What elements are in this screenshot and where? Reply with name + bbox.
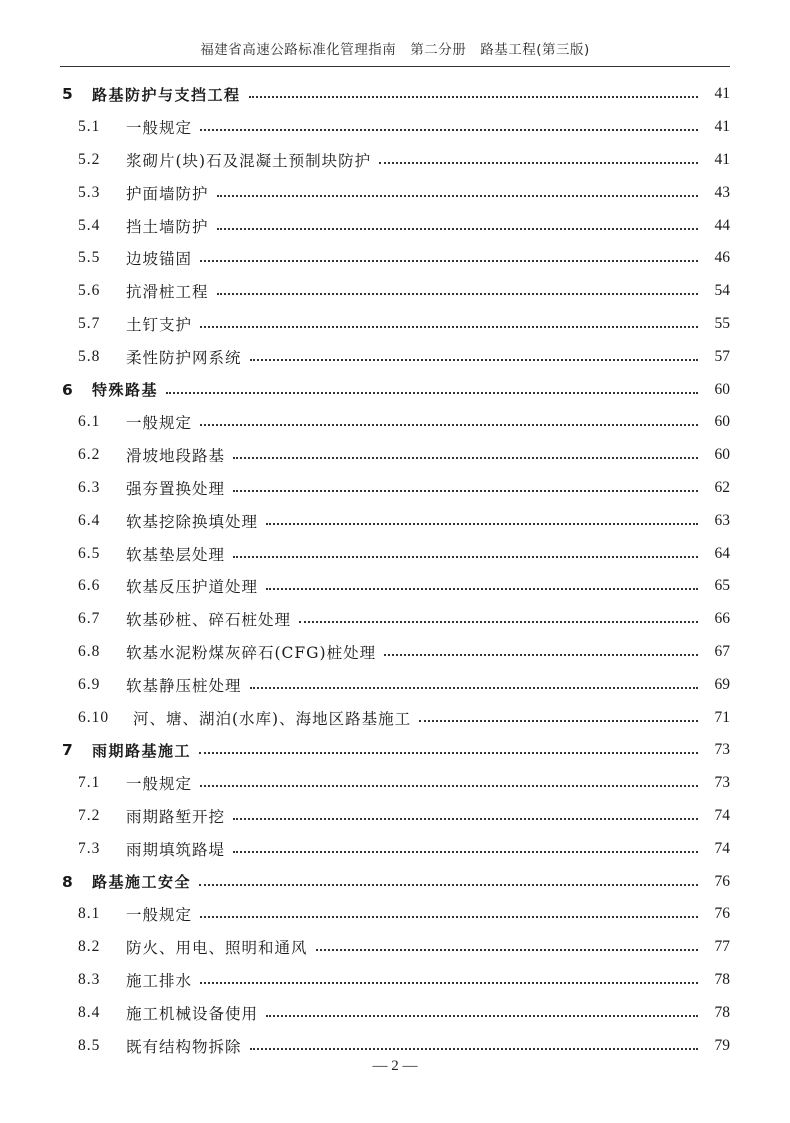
toc-entry-page: 62 — [714, 478, 730, 496]
toc-entry-title: 软基垫层处理 — [126, 545, 226, 564]
toc-entry-title: 防火、用电、照明和通风 — [126, 939, 308, 958]
toc-dot-leader — [200, 982, 698, 984]
toc-dot-leader — [419, 720, 698, 722]
toc-entry-page: 43 — [714, 183, 730, 201]
toc-entry-number: 6.8 — [78, 642, 101, 660]
toc-entry-number: 8.4 — [78, 1003, 101, 1021]
toc-dot-leader — [266, 588, 698, 590]
toc-entry-number: 6.3 — [78, 478, 101, 496]
toc-entry-title: 路基防护与支挡工程 — [92, 85, 241, 104]
toc-entry-title: 挡土墙防护 — [126, 217, 209, 236]
toc-entry-page: 76 — [714, 905, 730, 923]
toc-section-entry[interactable] — [60, 537, 730, 570]
toc-entry-number: 8.1 — [78, 905, 101, 923]
toc-section-entry[interactable] — [60, 832, 730, 865]
toc-entry-number: 6 — [62, 380, 73, 399]
toc-entry-number: 6.7 — [78, 610, 101, 628]
toc-section-entry[interactable] — [60, 996, 730, 1029]
toc-entry-title: 滑坡地段路基 — [126, 447, 226, 466]
toc-dot-leader — [249, 96, 698, 98]
toc-entry-number: 5.6 — [78, 282, 101, 300]
toc-dot-leader — [200, 326, 698, 328]
running-header: 福建省高速公路标准化管理指南 第二分册 路基工程(第三版) — [200, 42, 590, 58]
toc-section-entry[interactable] — [60, 701, 730, 734]
toc-entry-title: 一般规定 — [126, 775, 193, 794]
toc-section-entry[interactable] — [60, 340, 730, 373]
toc-entry-page: 79 — [714, 1036, 730, 1054]
toc-entry-page: 54 — [714, 282, 730, 300]
toc-entry-page: 77 — [714, 938, 730, 956]
toc-entry-page: 41 — [714, 150, 730, 168]
toc-entry-title: 强夯置换处理 — [126, 479, 226, 498]
toc-entry-number: 7.3 — [78, 839, 101, 857]
toc-section-entry[interactable] — [60, 636, 730, 669]
toc-dot-leader — [200, 129, 698, 131]
toc-entry-title: 雨期填筑路堤 — [126, 840, 226, 859]
toc-entry-page: 73 — [714, 741, 730, 759]
toc-entry-page: 44 — [714, 216, 730, 234]
toc-entry-number: 5.3 — [78, 183, 101, 201]
toc-entry-page: 78 — [714, 970, 730, 988]
toc-entry-title: 雨期路堑开挖 — [126, 807, 226, 826]
toc-entry-title: 柔性防护网系统 — [126, 348, 242, 367]
toc-chapter-entry[interactable] — [60, 865, 730, 898]
toc-entry-number: 6.4 — [78, 511, 101, 529]
toc-dot-leader — [266, 1015, 698, 1017]
toc-section-entry[interactable] — [60, 406, 730, 439]
toc-dot-leader — [200, 785, 698, 787]
toc-dot-leader — [166, 392, 698, 394]
toc-entry-title: 一般规定 — [126, 119, 193, 138]
toc-entry-title: 软基水泥粉煤灰碎石(CFG)桩处理 — [126, 643, 377, 662]
toc-entry-page: 55 — [714, 314, 730, 332]
toc-section-entry[interactable] — [60, 209, 730, 242]
toc-entry-number: 5.4 — [78, 216, 101, 234]
toc-entry-title: 特殊路基 — [92, 381, 159, 400]
toc-entry-number: 5.7 — [78, 314, 101, 332]
toc-section-entry[interactable] — [60, 668, 730, 701]
toc-dot-leader — [250, 1048, 698, 1050]
toc-dot-leader — [217, 195, 698, 197]
toc-entry-title: 雨期路基施工 — [92, 741, 192, 760]
toc-entry-number: 7.1 — [78, 774, 101, 792]
toc-section-entry[interactable] — [60, 275, 730, 308]
toc-entry-title: 软基静压桩处理 — [126, 676, 242, 695]
toc-entry-number: 8.2 — [78, 938, 101, 956]
toc-entry-title: 软基反压护道处理 — [126, 578, 259, 597]
toc-entry-title: 施工排水 — [126, 971, 193, 990]
toc-entry-number: 6.10 — [78, 708, 110, 726]
toc-entry-page: 67 — [714, 642, 730, 660]
toc-entry-title: 土钉支护 — [126, 315, 193, 334]
toc-section-entry[interactable] — [60, 1029, 730, 1062]
toc-dot-leader — [200, 424, 698, 426]
toc-entry-number: 8 — [62, 872, 73, 891]
toc-dot-leader — [200, 260, 698, 262]
toc-entry-page: 60 — [714, 380, 730, 398]
toc-dot-leader — [233, 818, 698, 820]
toc-entry-page: 63 — [714, 511, 730, 529]
toc-dot-leader — [200, 916, 698, 918]
toc-entry-title: 既有结构物拆除 — [126, 1037, 242, 1056]
toc-section-entry[interactable] — [60, 931, 730, 964]
toc-entry-number: 8.5 — [78, 1036, 101, 1054]
toc-dot-leader — [250, 687, 698, 689]
toc-entry-page: 60 — [714, 413, 730, 431]
toc-entry-title: 一般规定 — [126, 414, 193, 433]
toc-dot-leader — [266, 523, 698, 525]
toc-entry-page: 57 — [714, 347, 730, 365]
toc-entry-title: 抗滑桩工程 — [126, 283, 209, 302]
toc-section-entry[interactable] — [60, 603, 730, 636]
toc-entry-page: 60 — [714, 446, 730, 464]
table-of-contents — [60, 78, 730, 1062]
toc-entry-number: 6.5 — [78, 544, 101, 562]
toc-entry-page: 41 — [714, 85, 730, 103]
toc-dot-leader — [233, 556, 698, 558]
toc-entry-page: 69 — [714, 675, 730, 693]
toc-section-entry[interactable] — [60, 472, 730, 505]
toc-dot-leader — [233, 490, 698, 492]
toc-entry-page: 74 — [714, 839, 730, 857]
toc-entry-title: 浆砌片(块)石及混凝土预制块防护 — [126, 151, 372, 170]
toc-section-entry[interactable] — [60, 767, 730, 800]
toc-entry-page: 73 — [714, 774, 730, 792]
toc-entry-number: 6.1 — [78, 413, 101, 431]
toc-section-entry[interactable] — [60, 964, 730, 997]
toc-entry-title: 河、塘、湖泊(水库)、海地区路基施工 — [133, 709, 412, 728]
toc-dot-leader — [379, 162, 698, 164]
toc-section-entry[interactable] — [60, 570, 730, 603]
toc-section-entry[interactable] — [60, 504, 730, 537]
toc-entry-title: 一般规定 — [126, 906, 193, 925]
toc-dot-leader — [299, 621, 698, 623]
toc-entry-page: 65 — [714, 577, 730, 595]
toc-entry-page: 74 — [714, 806, 730, 824]
toc-entry-page: 64 — [714, 544, 730, 562]
toc-entry-title: 施工机械设备使用 — [126, 1004, 259, 1023]
toc-entry-number: 7.2 — [78, 806, 101, 824]
toc-entry-page: 41 — [714, 118, 730, 136]
toc-chapter-entry[interactable] — [60, 734, 730, 767]
toc-dot-leader — [217, 293, 698, 295]
toc-dot-leader — [233, 851, 698, 853]
toc-section-entry[interactable] — [60, 144, 730, 177]
header-divider — [60, 66, 730, 67]
toc-entry-title: 软基挖除换填处理 — [126, 512, 259, 531]
toc-entry-number: 5.5 — [78, 249, 101, 267]
toc-dot-leader — [199, 884, 698, 886]
toc-dot-leader — [199, 752, 698, 754]
toc-entry-number: 5 — [62, 85, 73, 104]
toc-entry-page: 66 — [714, 610, 730, 628]
toc-section-entry[interactable] — [60, 800, 730, 833]
page-number: — 2 — — [372, 1058, 418, 1074]
toc-section-entry[interactable] — [60, 242, 730, 275]
toc-section-entry[interactable] — [60, 111, 730, 144]
toc-entry-number: 6.6 — [78, 577, 101, 595]
toc-entry-title: 护面墙防护 — [126, 184, 209, 203]
toc-entry-number: 6.2 — [78, 446, 101, 464]
toc-entry-page: 71 — [714, 708, 730, 726]
toc-section-entry[interactable] — [60, 898, 730, 931]
toc-entry-number: 5.8 — [78, 347, 101, 365]
toc-dot-leader — [233, 457, 698, 459]
toc-section-entry[interactable] — [60, 439, 730, 472]
toc-section-entry[interactable] — [60, 176, 730, 209]
toc-entry-title: 路基施工安全 — [92, 873, 192, 892]
toc-section-entry[interactable] — [60, 308, 730, 341]
toc-chapter-entry[interactable] — [60, 373, 730, 406]
toc-entry-number: 7 — [62, 741, 73, 760]
toc-entry-number: 6.9 — [78, 675, 101, 693]
toc-entry-number: 5.1 — [78, 118, 101, 136]
toc-entry-number: 5.2 — [78, 150, 101, 168]
toc-entry-title: 边坡锚固 — [126, 250, 193, 269]
toc-chapter-entry[interactable] — [60, 78, 730, 111]
toc-dot-leader — [217, 228, 698, 230]
toc-entry-page: 46 — [714, 249, 730, 267]
toc-dot-leader — [316, 949, 698, 951]
toc-entry-page: 78 — [714, 1003, 730, 1021]
toc-entry-title: 软基砂桩、碎石桩处理 — [126, 611, 292, 630]
toc-dot-leader — [384, 654, 698, 656]
toc-dot-leader — [250, 359, 698, 361]
toc-entry-number: 8.3 — [78, 970, 101, 988]
toc-entry-page: 76 — [714, 872, 730, 890]
